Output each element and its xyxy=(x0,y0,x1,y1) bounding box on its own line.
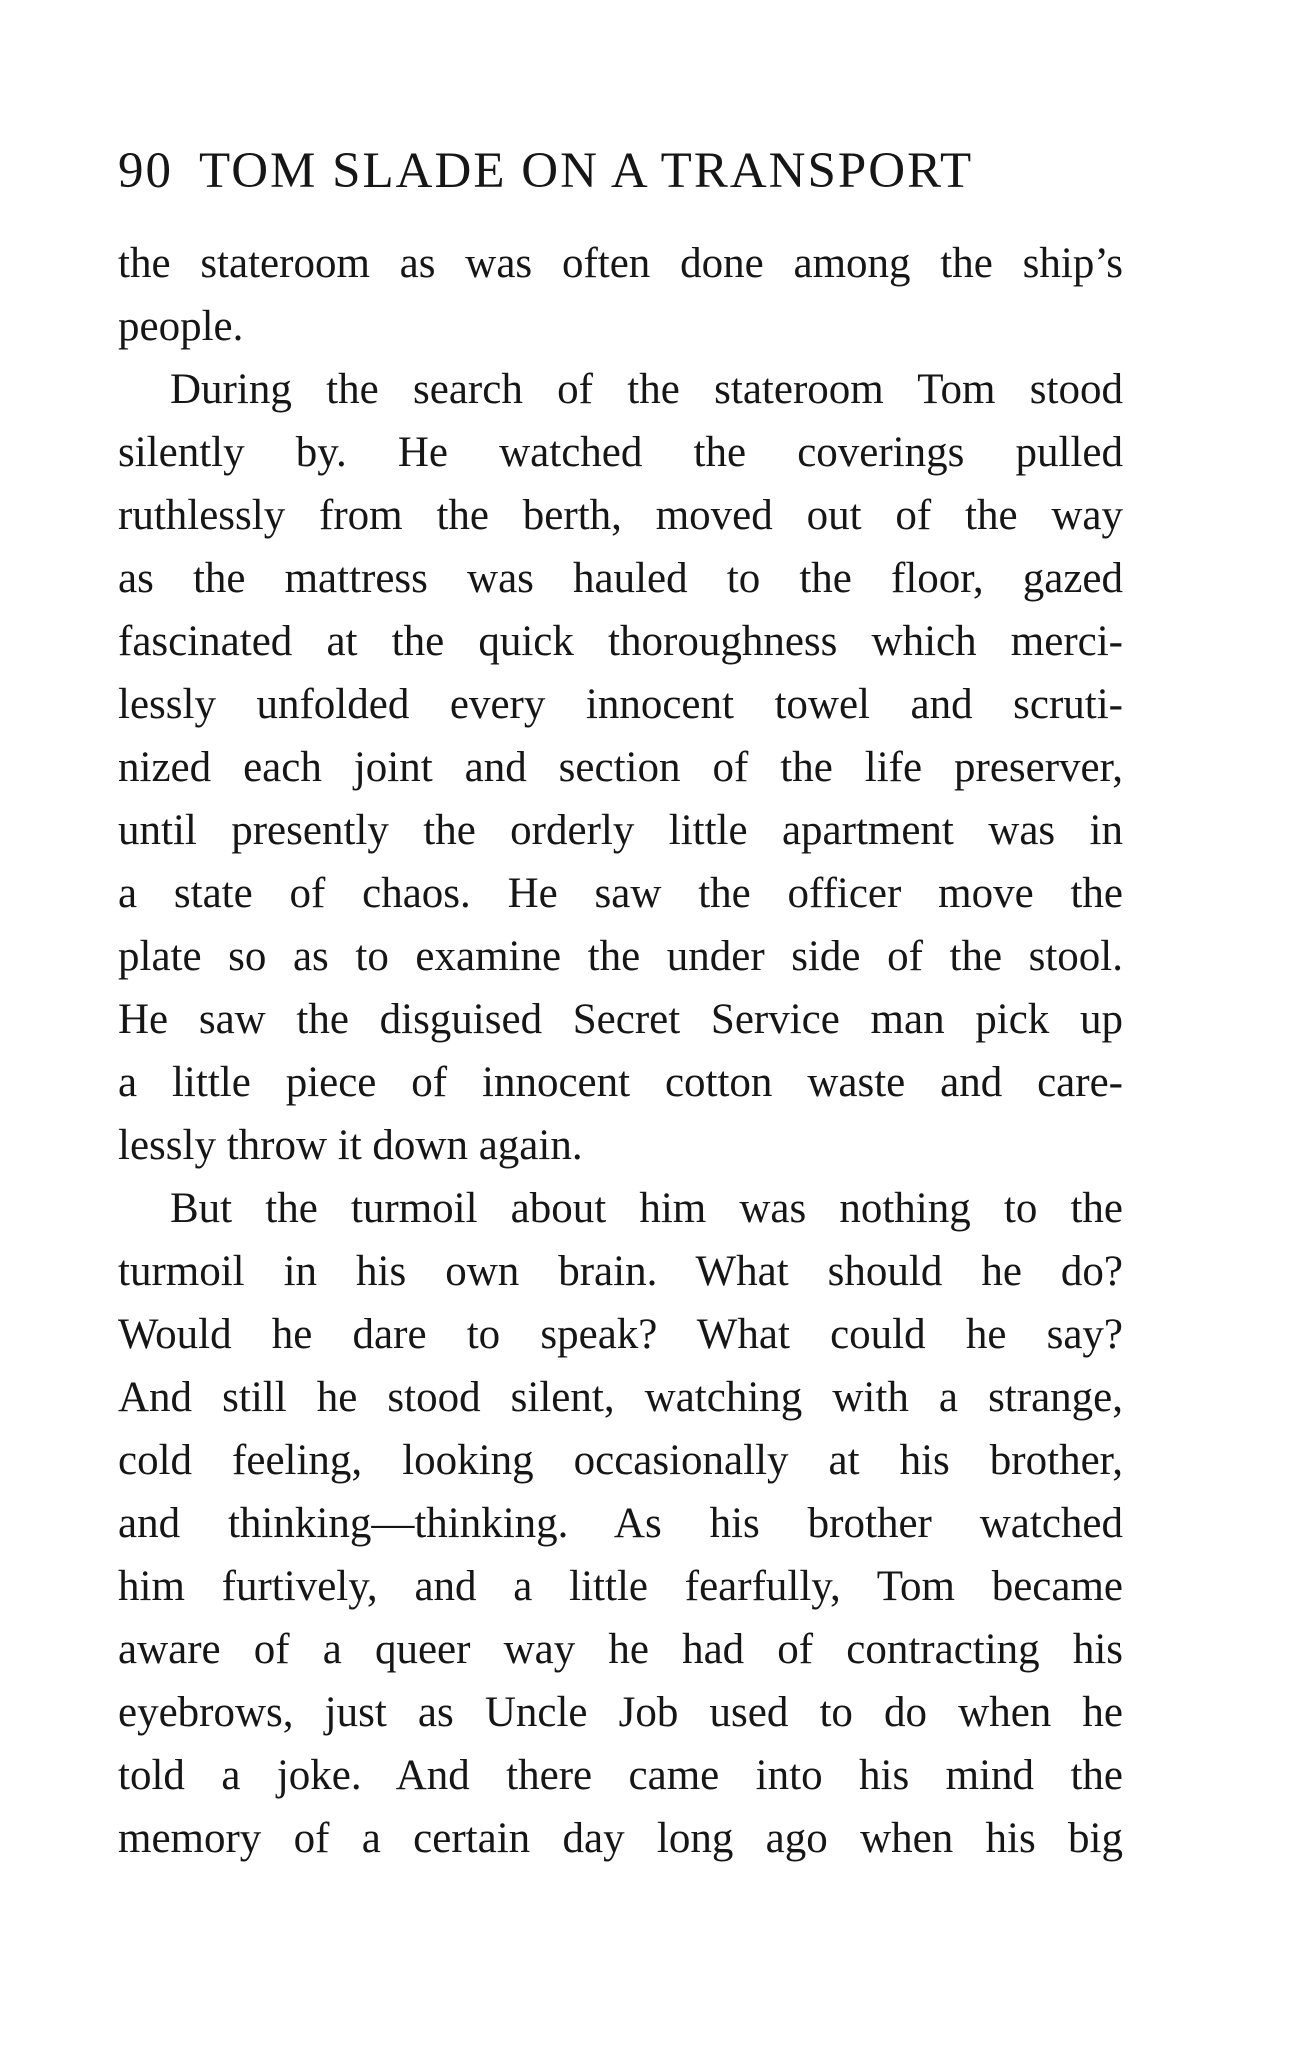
text-line: Would he dare to speak? What could he say? xyxy=(118,1311,1123,1358)
text-line: lessly throw it down again. xyxy=(118,1122,583,1169)
text-line: silently by. He watched the coverings pulled xyxy=(118,429,1123,476)
text-line: and thinking—thinking. As his brother watched xyxy=(118,1500,1123,1547)
body-text xyxy=(118,232,1123,1870)
book-title: TOM SLADE ON A TRANSPORT xyxy=(199,143,974,199)
text-line: cold feeling, looking occasionally at his brother, xyxy=(118,1437,1123,1484)
text-line: the stateroom as was often done among the ship’s xyxy=(118,240,1123,287)
page-number: 90 xyxy=(118,143,173,199)
paragraph xyxy=(118,358,1123,1177)
text-line: memory of a certain day long ago when his big xyxy=(118,1815,1123,1862)
text-line: turmoil in his own brain. What should he do? xyxy=(118,1248,1123,1295)
text-line: aware of a queer way he had of contracting his xyxy=(118,1626,1123,1673)
text-line: a state of chaos. He saw the officer move the xyxy=(118,870,1123,917)
text-line: But the turmoil about him was nothing to the xyxy=(170,1185,1123,1232)
running-head xyxy=(118,138,973,204)
text-line: him furtively, and a little fearfully, Tom became xyxy=(118,1563,1123,1610)
text-line: until presently the orderly little apartment was in xyxy=(118,807,1123,854)
text-line: nized each joint and section of the life preserver, xyxy=(118,744,1123,791)
text-line: as the mattress was hauled to the floor, gazed xyxy=(118,555,1123,602)
text-line: fascinated at the quick thoroughness which merci- xyxy=(118,618,1123,665)
paragraph xyxy=(118,1177,1123,1870)
text-line: ruthlessly from the berth, moved out of the way xyxy=(118,492,1123,539)
text-line: During the search of the stateroom Tom stood xyxy=(170,366,1123,413)
text-line: And still he stood silent, watching with a strange, xyxy=(118,1374,1123,1421)
text-line: eyebrows, just as Uncle Job used to do when he xyxy=(118,1689,1123,1736)
text-line: lessly unfolded every innocent towel and scruti- xyxy=(118,681,1123,728)
text-line: plate so as to examine the under side of the stool. xyxy=(118,933,1123,980)
text-line: He saw the disguised Secret Service man pick up xyxy=(118,996,1123,1043)
text-line: people. xyxy=(118,303,244,350)
text-line: told a joke. And there came into his mind the xyxy=(118,1752,1123,1799)
paragraph xyxy=(118,232,1123,358)
text-line: a little piece of innocent cotton waste and care- xyxy=(118,1059,1123,1106)
